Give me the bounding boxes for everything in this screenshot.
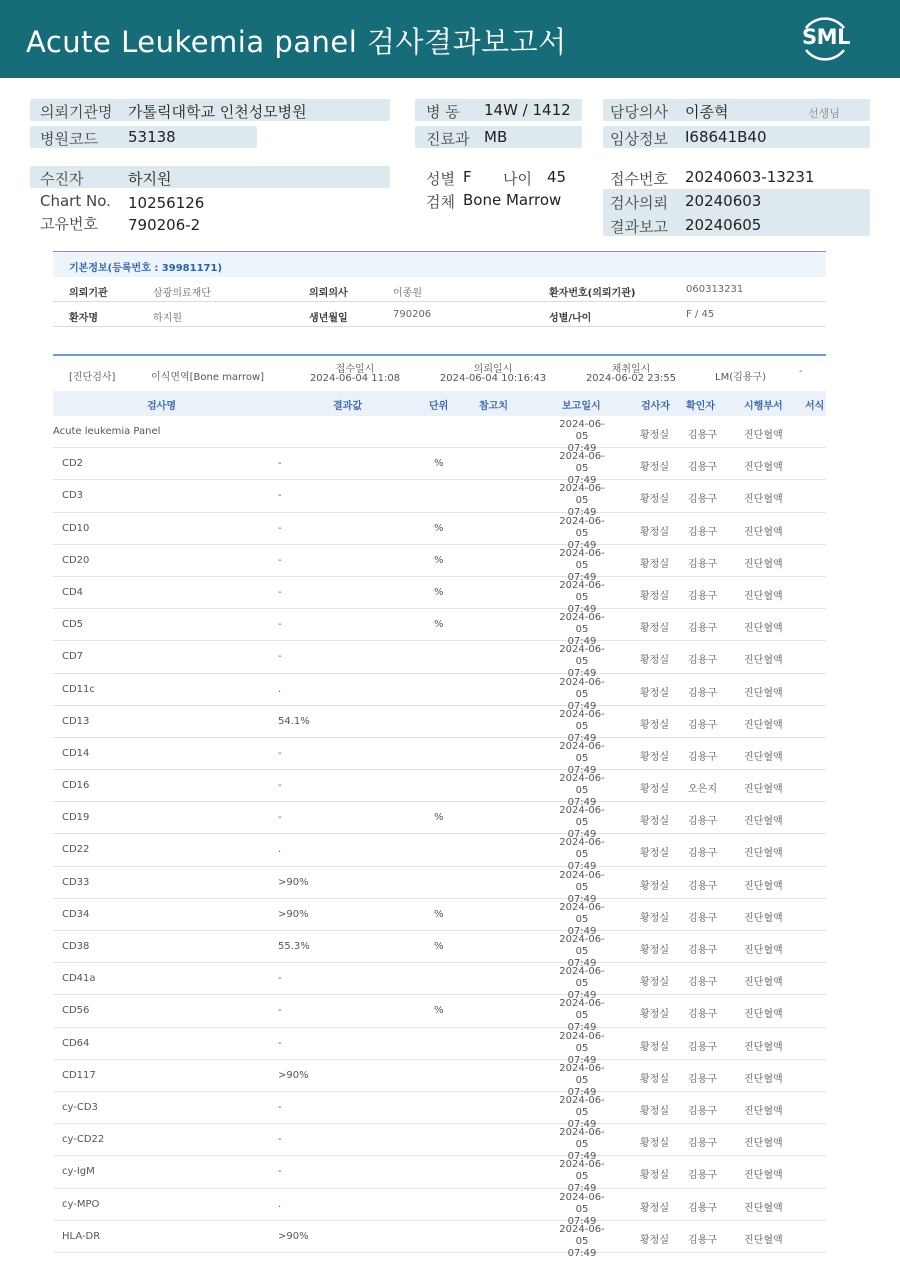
report-time: 07:49 [567,571,597,583]
test-tester: 황정실 [640,1073,669,1085]
patient-bar [30,166,390,188]
test-unit: % [434,812,444,824]
test-name: CD33 [62,876,90,888]
report-time: 07:49 [567,797,597,809]
test-dept: 진단혈액 [744,623,783,635]
report-date: 2024-06-05 [559,451,605,475]
report-time: 07:49 [567,507,597,519]
logo-text: SML [802,25,850,49]
test-unit: % [434,941,444,952]
doctor-value: 이종혁 [685,103,729,121]
test-dept: 진단혈액 [744,1138,783,1150]
report-time: 07:49 [567,861,597,873]
test-checker: 김용구 [688,977,717,989]
test-result: - [278,1005,282,1017]
dept-label: 진료과 [426,130,470,148]
diag-requested-label: 의뢰일시 [473,364,513,375]
test-result: >90% [278,908,309,920]
report-time: 07:49 [567,1054,597,1066]
test-dept: 진단혈액 [744,1170,783,1182]
report-time: 07:49 [567,893,597,905]
test-checker: 김용구 [688,1009,717,1021]
test-checker: 김용구 [688,1170,717,1182]
test-result: 54.1% [278,715,310,727]
report-time: 07:49 [567,1086,597,1098]
test-checker: 김용구 [688,462,717,474]
institution-value: 가톨릭대학교 인천성모병원 [128,103,307,121]
test-unit: % [434,619,444,631]
basic-key: 의뢰의사 [309,288,348,299]
test-name: CD34 [62,908,90,920]
receipt-label: 접수번호 [610,170,668,188]
report-time: 07:49 [567,1022,597,1034]
test-name: CD10 [62,522,90,534]
test-dept: 진단혈액 [744,880,783,892]
test-tester: 황정실 [640,1138,669,1150]
test-tester: 황정실 [640,977,669,989]
diag-requested: 2024-06-04 10:16:43 [439,373,547,384]
report-title: Acute Leukemia panel 검사결과보고서 [26,25,567,59]
test-checker: 김용구 [688,880,717,892]
test-name: CD38 [62,941,90,952]
report-date: 2024-06-05 [559,483,605,507]
report-date: 2024-06-05 [559,1159,605,1183]
report-date: 2024-06-05 [559,740,605,764]
test-checker: 김용구 [688,558,717,570]
col-ref: 참고치 [479,401,508,412]
test-name: HLA-DR [62,1230,101,1242]
test-dept: 진단혈액 [744,494,783,506]
diag-received-label: 접수일시 [335,364,375,375]
test-result: - [278,1101,282,1113]
report-time: 07:49 [567,539,597,551]
test-dept: 진단혈액 [744,655,783,667]
test-result: - [278,1166,282,1178]
report-time: 07:49 [567,475,597,487]
test-dept: 진단혈액 [744,1073,783,1085]
test-dept: 진단혈액 [744,430,783,441]
table-row [53,480,826,519]
test-checker: 김용구 [688,1073,717,1085]
report-date: 2024-06-05 [559,1223,605,1247]
clinical-label: 임상정보 [610,130,668,148]
test-name: CD4 [62,586,84,598]
test-dept: 진단혈액 [744,848,783,860]
test-result: - [278,812,282,824]
test-tester: 황정실 [640,494,669,506]
test-tester: 황정실 [640,1041,669,1053]
test-checker: 김용구 [688,751,717,763]
table-row [53,577,826,615]
test-name: CD22 [62,844,90,856]
report-date: 2024-06-05 [559,644,605,668]
table-row [53,1060,826,1098]
test-tester: 황정실 [640,784,669,796]
table-row [53,867,826,905]
test-checker: 김용구 [688,848,717,860]
report-date: 2024-06-05 [559,1127,605,1151]
patient-value: 하지원 [128,170,172,188]
basic-info-title: 기본정보(등록번호 : 39981171) [69,263,223,274]
diag-collected: 2024-06-02 23:55 [585,373,677,384]
table-row [53,1189,826,1227]
basic-value: F / 45 [686,309,715,320]
report-time: 07:49 [567,764,597,776]
patient-label: 수진자 [40,170,84,188]
report-time: 07:49 [567,1118,597,1130]
test-name: CD20 [62,554,90,566]
test-tester: 황정실 [640,880,669,892]
test-result: >90% [278,1230,309,1242]
test-tester: 황정실 [640,848,669,860]
report-time: 07:49 [567,603,597,615]
sex-value: F [463,168,472,186]
test-name: CD13 [62,715,90,727]
diag-category: [진단검사] [69,372,116,383]
test-name: CD7 [62,651,84,663]
diag-specimen: 이식면역[Bone marrow] [151,372,265,383]
test-tester: 황정실 [640,751,669,763]
report-date: 2024-06-05 [559,1191,605,1215]
test-checker: 김용구 [688,494,717,506]
request-value: 20240603 [685,192,762,210]
test-dept: 진단혈액 [744,784,783,796]
test-tester: 황정실 [640,1170,669,1182]
table-row [53,1124,826,1163]
report-date: 2024-06-05 [559,773,605,797]
test-tester: 황정실 [640,526,669,538]
test-checker: 김용구 [688,1105,717,1117]
test-checker: 오은지 [688,784,717,796]
test-checker: 김용구 [688,590,717,602]
test-result: - [278,490,282,502]
test-checker: 김용구 [688,945,717,956]
test-tester: 황정실 [640,655,669,667]
age-value: 45 [547,168,567,186]
table-row [53,963,826,1002]
test-tester: 황정실 [640,1105,669,1117]
code-label: 병원코드 [40,130,98,148]
test-name: CD41a [62,973,96,985]
table-row [53,802,826,841]
chart-value: 10256126 [128,194,205,212]
report-date: 2024-06-05 [559,1062,605,1086]
ward-value: 14W / 1412 [484,101,571,119]
basic-value: 이종원 [393,288,422,299]
test-tester: 황정실 [640,687,669,699]
test-tester: 황정실 [640,1234,669,1246]
table-row [53,931,826,969]
test-unit: % [434,522,444,534]
test-dept: 진단혈액 [744,912,783,924]
report-time: 07:49 [567,636,597,648]
table-row [53,1156,826,1195]
table-header [53,391,826,416]
receipt-value: 20240603-13231 [685,168,815,186]
table-row [53,995,826,1034]
chart-label: Chart No. [40,192,111,210]
table-row [53,899,826,937]
test-checker: 김용구 [688,912,717,924]
test-unit: % [434,1005,444,1017]
report-date: 2024-06-05 [559,869,605,893]
test-dept: 진단혈액 [744,590,783,602]
specimen-value: Bone Marrow [463,191,562,209]
report-date: 2024-06-05 [559,837,605,861]
test-checker: 김용구 [688,623,717,635]
test-dept: 진단혈액 [744,816,783,828]
col-name: 검사명 [147,401,176,412]
test-tester: 황정실 [640,1202,669,1214]
report-label: 결과보고 [610,218,668,236]
diag-collected-label: 채취일시 [611,364,651,375]
table-row [53,1092,826,1130]
basic-value: 790206 [393,309,432,320]
col-result: 결과값 [333,401,362,412]
test-result: - [278,651,282,663]
test-checker: 김용구 [688,1041,717,1053]
basic-key: 의뢰기관 [69,288,108,299]
test-unit: % [434,908,444,920]
ward-label: 병 동 [426,103,460,121]
report-date: 2024-06-05 [559,579,605,603]
specimen-label: 검체 [426,193,455,211]
institution-label: 의뢰기관명 [40,103,113,121]
test-report-date [556,1224,608,1260]
test-dept: 진단혈액 [744,1105,783,1117]
test-name: CD117 [62,1069,96,1081]
report-date: 2024-06-05 [559,676,605,700]
test-result: . [278,844,282,856]
test-dept: 진단혈액 [744,1234,783,1246]
test-name: CD56 [62,1005,90,1017]
doctor-label: 담당의사 [610,103,668,121]
table-row [53,609,826,648]
test-result: - [278,780,282,792]
test-result: - [278,973,282,985]
report-date: 2024-06-05 [559,805,605,829]
report-date: 2024-06-05 [559,612,605,636]
test-result: - [278,458,282,470]
unique-label: 고유번호 [40,215,98,233]
test-name: CD2 [62,458,84,470]
test-name: cy-IgM [62,1166,95,1178]
basic-info-header [53,251,826,277]
test-result: - [278,554,282,566]
report-time: 07:49 [567,1215,597,1227]
code-value: 53138 [128,128,176,146]
test-unit: % [434,554,444,566]
test-unit: % [434,458,444,470]
dept-value: MB [484,128,508,146]
table-row [53,416,826,454]
report-date: 2024-06-05 [559,708,605,732]
test-result: >90% [278,1069,309,1081]
table-row [53,834,826,873]
test-tester: 황정실 [640,945,669,956]
basic-key: 환자명 [69,313,98,324]
report-time: 07:49 [567,1151,597,1163]
table-row [53,770,826,809]
table-row [53,513,826,551]
report-value: 20240605 [685,216,762,234]
col-checker: 확인자 [686,401,715,412]
test-result: >90% [278,876,309,888]
table-row [53,1028,826,1066]
test-result: - [278,747,282,759]
report-date: 2024-06-05 [559,998,605,1022]
test-result: - [278,522,282,534]
diag-dash: - [799,366,803,377]
basic-info-row [53,302,826,327]
test-checker: 김용구 [688,526,717,538]
test-checker: 김용구 [688,1202,717,1214]
results-table [53,416,826,1259]
test-name: CD11c [62,683,95,695]
test-name: CD64 [62,1037,90,1049]
test-result: - [278,586,282,598]
test-tester: 황정실 [640,912,669,924]
test-dept: 진단혈액 [744,945,783,956]
test-dept: 진단혈액 [744,751,783,763]
table-row [53,448,826,487]
report-date: 2024-06-05 [559,515,605,539]
test-dept: 진단혈액 [744,1009,783,1021]
basic-value: 삼광의료재단 [153,288,211,299]
request-label: 검사의뢰 [610,194,668,212]
report-date: 2024-06-05 [559,934,605,957]
col-dept: 시행부서 [744,401,783,412]
basic-value: 060313231 [686,284,744,295]
test-name: cy-MPO [62,1198,100,1210]
report-date: 2024-06-05 [559,1030,605,1054]
test-tester: 황정실 [640,430,669,441]
test-dept: 진단혈액 [744,526,783,538]
test-name: CD3 [62,490,84,502]
report-time: 07:49 [567,990,597,1002]
col-date: 보고일시 [562,401,601,412]
test-tester: 황정실 [640,462,669,474]
report-time: 07:49 [567,1183,597,1195]
test-checker: 김용구 [688,1234,717,1246]
test-result: . [278,1198,282,1210]
unique-value: 790206-2 [128,216,201,234]
test-result: - [278,1037,282,1049]
clinical-value: I68641B40 [685,128,767,146]
report-time: 07:49 [567,1247,597,1259]
basic-key: 생년월일 [309,313,348,324]
table-row [53,738,826,776]
test-checker: 김용구 [688,816,717,828]
col-form: 서식 [805,401,825,412]
test-name: CD19 [62,812,90,824]
test-result: - [278,619,282,631]
test-tester: 황정실 [640,623,669,635]
table-row [53,706,826,744]
basic-key: 성별/나이 [549,313,592,324]
test-name: cy-CD3 [62,1101,98,1113]
table-row [53,641,826,680]
report-header [0,0,900,78]
test-name: CD16 [62,780,90,792]
test-dept: 진단혈액 [744,558,783,570]
test-tester: 황정실 [640,816,669,828]
test-checker: 김용구 [688,719,717,731]
test-dept: 진단혈액 [744,1202,783,1214]
basic-key: 환자번호(의뢰기관) [549,288,636,299]
report-date: 2024-06-05 [559,966,605,990]
test-dept: 진단혈액 [744,462,783,474]
test-dept: 진단혈액 [744,977,783,989]
table-row [53,1221,826,1259]
sex-label: 성별 [426,170,455,188]
report-time: 07:49 [567,925,597,937]
test-result: 55.3% [278,941,310,952]
test-tester: 황정실 [640,719,669,731]
test-name: Acute leukemia Panel [53,426,161,437]
col-unit: 단위 [429,401,449,412]
report-date: 2024-06-05 [559,901,605,925]
report-date: 2024-06-05 [559,547,605,571]
test-dept: 진단혈액 [744,687,783,699]
test-checker: 김용구 [688,655,717,667]
age-label: 나이 [503,170,532,188]
report-date: 2024-06-05 [559,1094,605,1118]
report-time: 07:49 [567,732,597,744]
basic-value: 하지원 [153,313,182,324]
test-dept: 진단혈액 [744,719,783,731]
report-time: 07:49 [567,700,597,712]
report-time: 07:49 [567,668,597,680]
test-unit: % [434,586,444,598]
diag-received: 2024-06-04 11:08 [309,373,401,384]
report-date: 2024-06-05 [559,419,605,442]
diag-doctor: LM(김용구) [715,372,766,383]
table-row [53,545,826,583]
test-checker: 김용구 [688,1138,717,1150]
test-tester: 황정실 [640,1009,669,1021]
test-result: . [278,683,282,695]
report-time: 07:49 [567,829,597,841]
col-tester: 검사자 [641,401,670,412]
test-dept: 진단혈액 [744,1041,783,1053]
basic-info-row [53,277,826,302]
test-name: CD14 [62,747,90,759]
test-name: CD5 [62,619,84,631]
test-checker: 김용구 [688,687,717,699]
report-time: 07:49 [567,443,597,454]
test-checker: 김용구 [688,430,717,441]
test-tester: 황정실 [640,590,669,602]
report-time: 07:49 [567,958,597,969]
doctor-suffix: 선생님 [808,107,840,120]
table-row [53,674,826,712]
test-result: - [278,1134,282,1146]
diagnostic-header [53,354,826,390]
test-name: cy-CD22 [62,1134,105,1146]
test-tester: 황정실 [640,558,669,570]
